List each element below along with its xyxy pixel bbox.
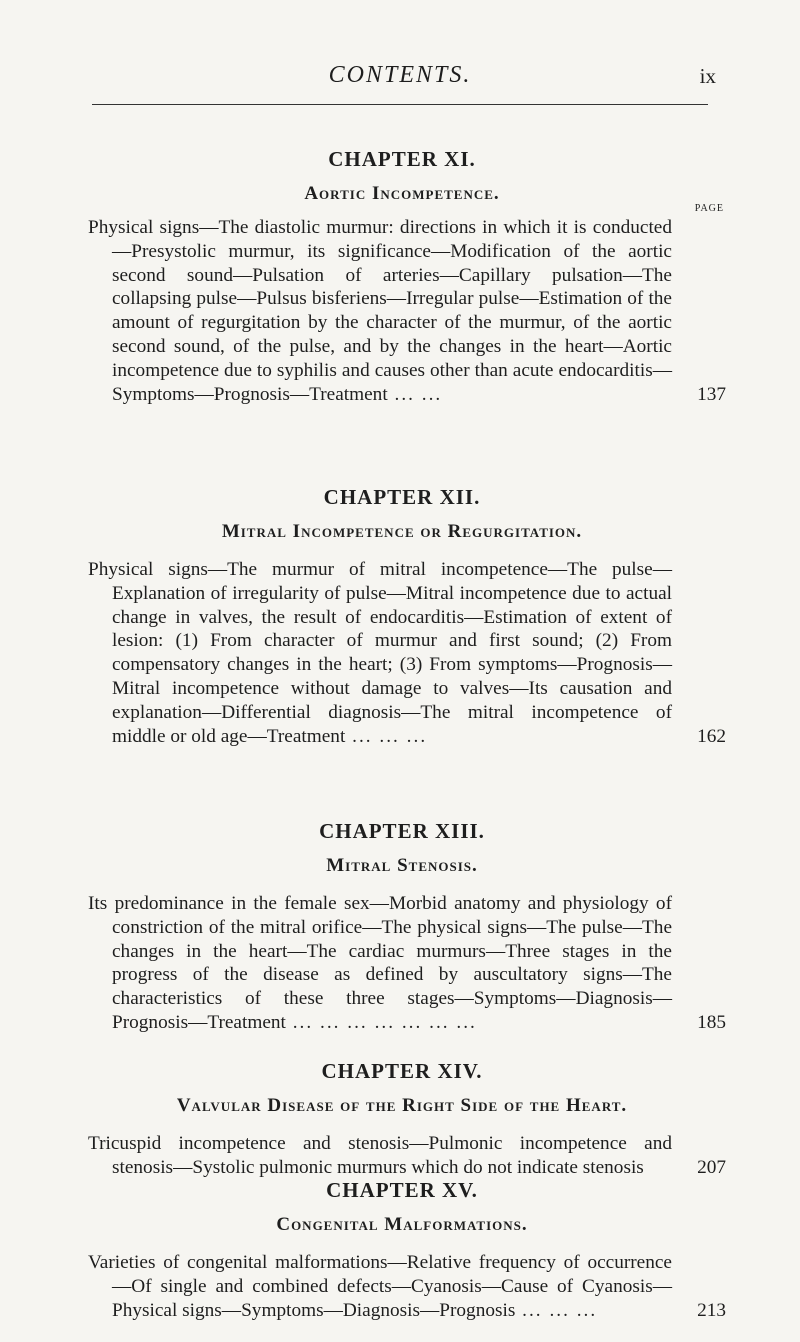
chapter-title: CHAPTER XI. (328, 147, 476, 171)
running-title: CONTENTS. (328, 62, 472, 88)
chapter-title: CHAPTER XIII. (319, 819, 485, 843)
chapter-page-number: 185 (697, 1011, 726, 1033)
chapter-title: CHAPTER XIV. (321, 1059, 483, 1083)
chapter-contents (88, 1132, 726, 1180)
chapter-subtitle: Aortic Incompetence. (304, 183, 500, 204)
chapter-contents (88, 1251, 726, 1322)
chapter-contents (88, 892, 726, 1035)
dot-leaders: ... ... (387, 383, 443, 405)
contents-text: Physical signs—The murmur of mitral incompetence—The pulse—Explanation of irregularity of pulse—Mitral incompetence due to actual change in valves, the result of endocarditis—Estimation of extent of lesion: (1) From character of murmur and first sound; (2) From compensatory changes in the heart; (3) From symptoms—Prognosis—Mitral incompetence without damage to valves—Its causation and explanation—Differential diagnosis—The mitral incompetence of middle or old age—Treatment (88, 559, 672, 747)
chapter-xv (88, 1177, 726, 1342)
chapter-subtitle: Congenital Malformations. (276, 1214, 528, 1235)
chapter-contents (88, 216, 726, 406)
chapter-title: CHAPTER XV. (326, 1178, 478, 1202)
dot-leaders: ... ... ... ... ... ... ... (285, 1011, 477, 1033)
dot-leaders: ... ... ... (345, 725, 428, 747)
chapter-page-number: 137 (697, 383, 726, 405)
dot-leaders: ... ... ... (515, 1299, 598, 1321)
chapter-subtitle: Mitral Incompetence or Regurgitation. (221, 521, 583, 542)
chapter-page-number: 213 (697, 1299, 726, 1321)
page-column-label: PAGE (694, 203, 724, 214)
chapter-xii (88, 484, 726, 768)
chapter-xi (88, 146, 726, 426)
header-rule (92, 104, 708, 105)
page-number: ix (699, 64, 716, 88)
chapter-title: CHAPTER XII. (323, 485, 481, 509)
contents-text: Its predominance in the female sex—Morbid anatomy and physiology of constriction of the mitral orifice—The physical signs—The pulse—The changes in the heart—The cardiac murmurs—Three stages in the progress of the disease as defined by auscultatory signs—The characteristics of these three stages—Symptoms—Diagnosis—Prognosis—Treatment (88, 893, 672, 1033)
chapter-xiii (88, 818, 726, 1054)
contents-text: Varieties of congenital malformations—Relative frequency of occurrence—Of single and combined defects—Cyanosis—Cause of Cyanosis—Physical signs—Symptoms—Diagnosis—Prognosis (88, 1252, 672, 1321)
chapter-page-number: 207 (697, 1156, 726, 1178)
chapter-subtitle: Mitral Stenosis. (326, 855, 478, 876)
chapter-subtitle: Valvular Disease of the Right Side of the Heart. (176, 1095, 628, 1116)
chapter-page-number: 162 (697, 725, 726, 747)
chapter-contents (88, 558, 726, 748)
running-head (90, 62, 716, 102)
contents-text: Physical signs—The diastolic murmur: directions in which it is conducted—Presystolic murmur, its significance—Modification of the aortic second sound—Pulsation of arteries—Capillary pulsation—The collapsing pulse—Pulsus bisferiens—Irregular pulse—Estimation of the amount of regurgitation by the character of the murmur, of the aortic second sound, of the pulse, and by the changes in the heart—Aortic incompetence due to syphilis and causes other than acute endocarditis—Symptoms—Prognosis—Treatment (88, 217, 672, 405)
contents-text: Tricuspid incompetence and stenosis—Pulmonic incompetence and stenosis—Systolic pulmonic murmurs which do not indicate stenosis (88, 1133, 672, 1178)
